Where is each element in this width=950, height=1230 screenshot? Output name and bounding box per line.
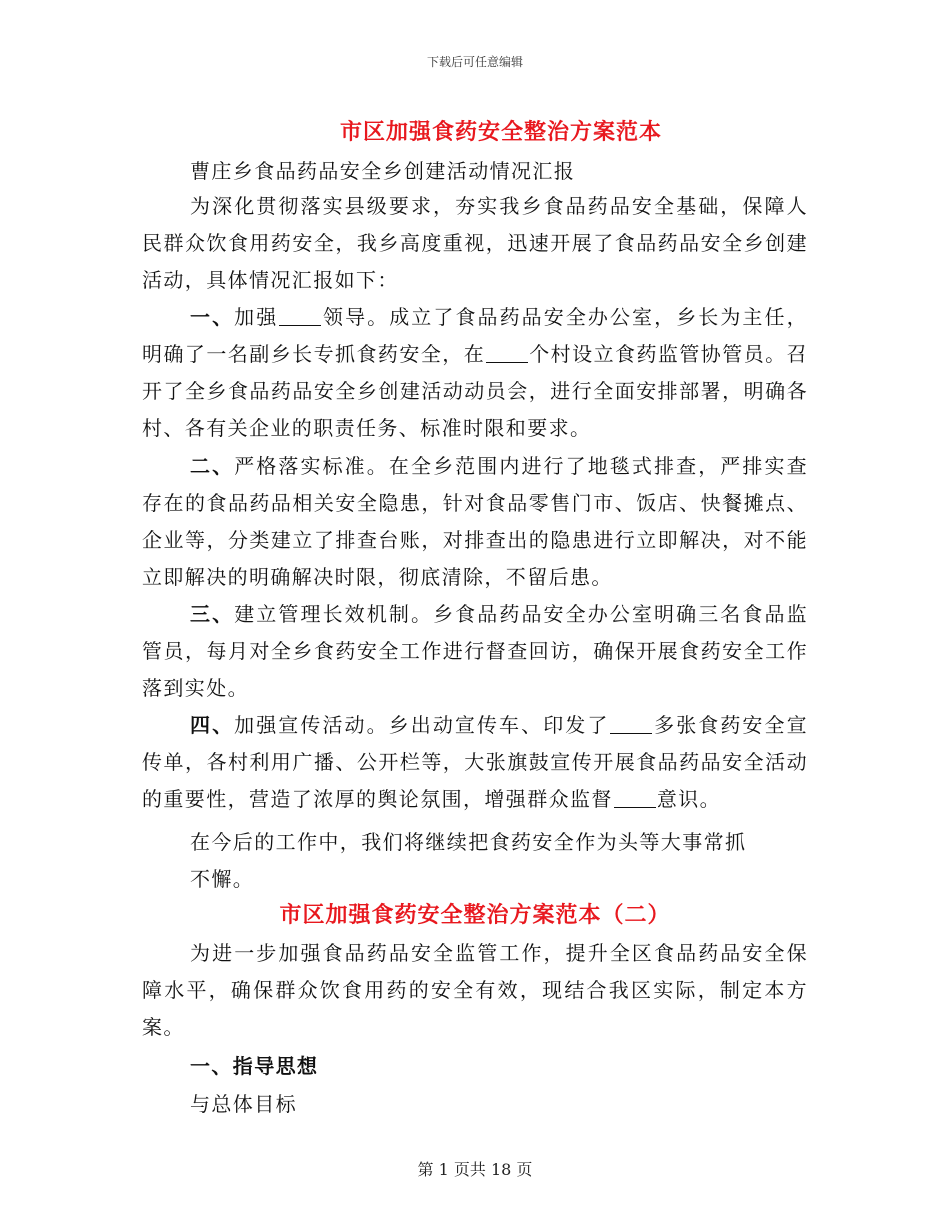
section-heading-continuation: 与总体目标 (190, 1092, 297, 1116)
fill-blank (279, 307, 321, 326)
section-2-number: 二、 (190, 454, 235, 478)
intro-2-paragraph: 为进一步加强食品药品安全监管工作，提升全区食品药品安全保障水平，确保群众饮食用药的安全有效，现结合我区实际，制定本方案。 (142, 941, 808, 1039)
section-4-paragraph (142, 707, 808, 818)
fill-blank (610, 715, 652, 734)
section-1-number: 一、 (190, 305, 235, 329)
fill-blank (486, 344, 528, 363)
report-subtitle: 曹庄乡食品药品安全乡创建活动情况汇报 (190, 159, 576, 183)
section-3-paragraph (142, 596, 808, 707)
page-footer: 第 1 页共 18 页 (417, 1160, 533, 1179)
section-1-text-c: 个村设立食药监管协管员。召开了全乡食品药品安全乡创建活动动员会，进行全面安排部署，明确各村、各有关企业的职责任务、标准时限和要求。 (142, 342, 808, 440)
section-heading: 一、指导思想 (190, 1054, 319, 1078)
page-header: 下载后可任意编辑 (426, 55, 523, 69)
section-4-number: 四、 (190, 713, 235, 737)
section-4-text-a: 加强宣传活动。乡出动宣传车、印发了 (234, 713, 610, 737)
section-2-paragraph (142, 448, 808, 596)
fill-blank (614, 789, 656, 808)
document-title-2: 市区加强食药安全整治方案范本（二） (279, 903, 671, 928)
document-title: 市区加强食药安全整治方案范本 (339, 120, 662, 145)
section-3-number: 三、 (190, 602, 235, 626)
section-1-text-b: 领导。成立了食品药品安全办公室，乡长为主任，明确了一名副乡长专抓食药安全，在 (142, 305, 808, 366)
closing-line-2: 不懈。 (190, 867, 255, 891)
section-1-paragraph (142, 299, 808, 447)
section-4-text-c: 意识。 (656, 787, 722, 811)
section-2-text: 严格落实标准。在全乡范围内进行了地毯式排查，严排实查存在的食品药品相关安全隐患，针对食品零售门市、饭店、快餐摊点、企业等，分类建立了排查台账，对排查出的隐患进行立即解决，对不能立即解决的明确解决时限，彻底清除，不留后患。 (142, 454, 808, 589)
section-4-text-b: 多张食药安全宣传单，各村利用广播、公开栏等，大张旗鼓宣传开展食品药品安全活动的重要性，营造了浓厚的舆论氛围，增强群众监督 (142, 713, 808, 811)
intro-paragraph: 为深化贯彻落实县级要求，夯实我乡食品药品安全基础，保障人民群众饮食用药安全，我乡高度重视，迅速开展了食品药品安全乡创建活动，具体情况汇报如下： (142, 194, 808, 292)
section-3-text: 建立管理长效机制。乡食品药品安全办公室明确三名食品监管员，每月对全乡食药安全工作进行督查回访，确保开展食药安全工作落到实处。 (142, 602, 808, 700)
closing-line-1: 在今后的工作中，我们将继续把食药安全作为头等大事常抓 (190, 830, 747, 854)
section-1-text-a: 加强 (234, 305, 279, 329)
